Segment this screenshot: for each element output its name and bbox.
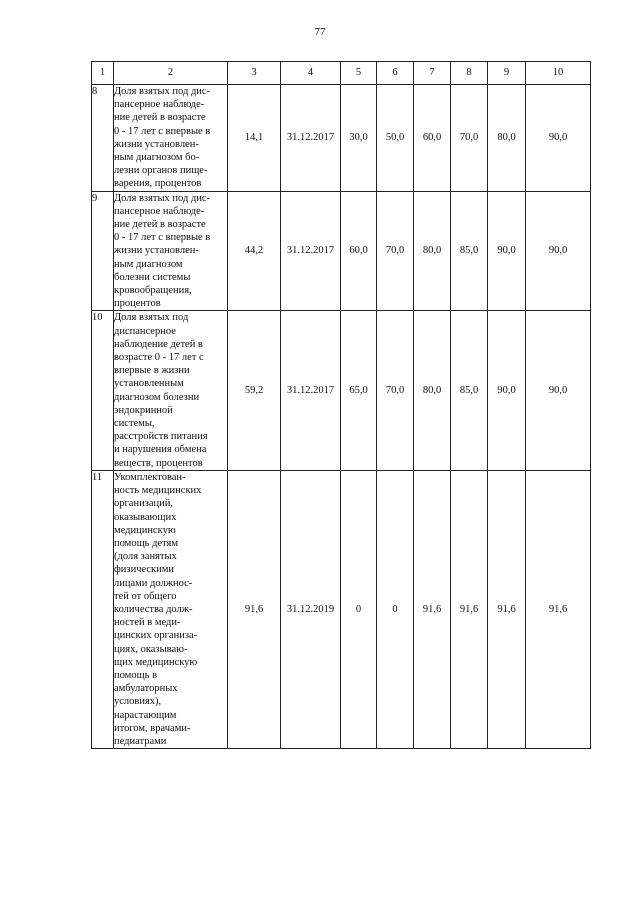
indicator-name-line: процентов xyxy=(114,298,161,310)
indicator-name-line: пансерное наблюде- xyxy=(114,205,205,217)
indicator-name-line: 0 - 17 лет с впервые в xyxy=(114,125,211,137)
indicator-name-line: физическими xyxy=(114,564,175,576)
value-cell: 14,1 xyxy=(228,85,281,192)
value-cell: 85,0 xyxy=(451,311,488,470)
indicator-name-line: Доля взятых под дис- xyxy=(114,192,211,204)
indicator-name-line: щих медицинскую xyxy=(114,656,198,668)
indicator-name-line: цинских организа- xyxy=(114,630,198,642)
value-cell: 80,0 xyxy=(414,311,451,470)
value-cell: 44,2 xyxy=(228,191,281,311)
indicator-name-line: и нарушения обмена xyxy=(114,444,207,456)
value-cell: 90,0 xyxy=(488,311,526,470)
indicator-name-line: ным диагнозом xyxy=(114,258,183,270)
indicator-name xyxy=(114,470,228,748)
column-header: 10 xyxy=(526,62,591,85)
column-header: 7 xyxy=(414,62,451,85)
indicator-name-line: амбулаторных xyxy=(114,683,178,695)
indicator-name-line: веществ, процентов xyxy=(114,457,203,469)
indicator-name xyxy=(114,191,228,311)
indicator-name-line: нарастающим xyxy=(114,709,177,721)
value-cell: 91,6 xyxy=(488,470,526,748)
indicator-name-line: эндокринной xyxy=(114,404,173,416)
column-header: 6 xyxy=(377,62,414,85)
indicator-name-line: Укомплектован- xyxy=(114,471,186,483)
value-cell: 59,2 xyxy=(228,311,281,470)
column-header: 4 xyxy=(281,62,341,85)
indicator-name-line: медицинскую xyxy=(114,524,176,536)
value-cell: 80,0 xyxy=(414,191,451,311)
column-header: 8 xyxy=(451,62,488,85)
value-cell: 70,0 xyxy=(377,311,414,470)
indicator-name-line: наблюдение детей в xyxy=(114,338,203,350)
indicator-name-line: ние детей в возрасте xyxy=(114,112,206,124)
indicator-name-line: Доля взятых под дис- xyxy=(114,86,211,97)
value-cell: 91,6 xyxy=(228,470,281,748)
base-date-cell: 31.12.2017 xyxy=(281,191,341,311)
indicator-name-line: возрасте 0 - 17 лет с xyxy=(114,352,204,364)
indicator-name-line: жизни установлен- xyxy=(114,138,199,150)
column-header: 2 xyxy=(114,62,228,85)
value-cell: 90,0 xyxy=(526,191,591,311)
row-number: 11 xyxy=(92,470,114,748)
indicator-name-line: лезни органов пище- xyxy=(114,165,208,177)
indicator-name-line: ностей в меди- xyxy=(114,617,181,629)
indicator-name-line: диагнозом болезни xyxy=(114,391,200,403)
value-cell: 90,0 xyxy=(526,85,591,192)
indicator-name-line: условиях), xyxy=(114,696,162,708)
row-number: 10 xyxy=(92,311,114,470)
base-date-cell: 31.12.2019 xyxy=(281,470,341,748)
value-cell: 90,0 xyxy=(526,311,591,470)
indicator-name xyxy=(114,85,228,192)
indicator-name-line: впервые в жизни xyxy=(114,365,190,377)
table-row xyxy=(92,85,591,192)
value-cell: 50,0 xyxy=(377,85,414,192)
row-number: 9 xyxy=(92,191,114,311)
indicator-name-line: (доля занятых xyxy=(114,551,177,563)
value-cell: 70,0 xyxy=(451,85,488,192)
value-cell: 60,0 xyxy=(341,191,377,311)
indicator-name-line: организаций, xyxy=(114,498,173,510)
indicator-name-line: варения, процентов xyxy=(114,178,202,190)
indicator-name xyxy=(114,311,228,470)
indicator-name-line: тей от общего xyxy=(114,590,177,602)
indicator-name-line: циях, оказываю- xyxy=(114,643,188,655)
column-header: 5 xyxy=(341,62,377,85)
indicator-name-line: Доля взятых под xyxy=(114,312,189,324)
indicator-name-line: 0 - 17 лет с впервые в xyxy=(114,232,211,244)
table-row xyxy=(92,311,591,470)
value-cell: 85,0 xyxy=(451,191,488,311)
value-cell: 30,0 xyxy=(341,85,377,192)
column-header: 1 xyxy=(92,62,114,85)
indicator-name-line: жизни установлен- xyxy=(114,245,199,257)
base-date-cell: 31.12.2017 xyxy=(281,311,341,470)
column-header: 3 xyxy=(228,62,281,85)
value-cell: 91,6 xyxy=(526,470,591,748)
indicator-name-line: итогом, врачами- xyxy=(114,722,191,734)
indicator-name-line: лицами должнос- xyxy=(114,577,193,589)
table-row xyxy=(92,470,591,748)
indicator-name-line: ным диагнозом бо- xyxy=(114,152,200,164)
page-number: 77 xyxy=(314,26,326,38)
row-number: 8 xyxy=(92,85,114,192)
indicator-name-line: помощь в xyxy=(114,669,158,681)
value-cell: 0 xyxy=(341,470,377,748)
value-cell: 91,6 xyxy=(414,470,451,748)
indicator-name-line: установленным xyxy=(114,378,184,390)
indicator-name-line: количества долж- xyxy=(114,603,193,615)
value-cell: 0 xyxy=(377,470,414,748)
table-body xyxy=(92,85,591,749)
indicator-name-line: болезни системы xyxy=(114,271,191,283)
value-cell: 70,0 xyxy=(377,191,414,311)
indicator-name-line: кровообращения, xyxy=(114,285,192,297)
table-header-row xyxy=(92,62,591,85)
value-cell: 65,0 xyxy=(341,311,377,470)
indicator-name-line: системы, xyxy=(114,418,155,430)
base-date-cell: 31.12.2017 xyxy=(281,85,341,192)
value-cell: 90,0 xyxy=(488,191,526,311)
indicator-name-line: расстройств питания xyxy=(114,431,208,443)
indicator-name-line: ние детей в возрасте xyxy=(114,219,206,231)
indicator-name-line: диспансерное xyxy=(114,325,176,337)
table-row xyxy=(92,191,591,311)
indicator-name-line: ность медицинских xyxy=(114,485,202,497)
value-cell: 80,0 xyxy=(488,85,526,192)
indicator-name-line: оказывающих xyxy=(114,511,177,523)
indicator-name-line: педиатрами xyxy=(114,735,167,747)
value-cell: 91,6 xyxy=(451,470,488,748)
indicator-name-line: пансерное наблюде- xyxy=(114,99,205,111)
indicator-name-line: помощь детям xyxy=(114,537,178,549)
column-header: 9 xyxy=(488,62,526,85)
indicators-table xyxy=(91,61,591,749)
value-cell: 60,0 xyxy=(414,85,451,192)
